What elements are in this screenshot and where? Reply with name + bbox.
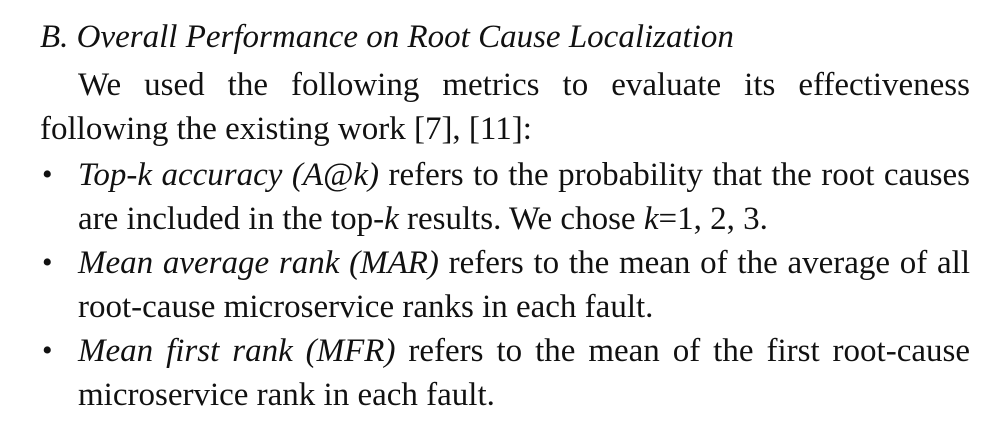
metric-term: Mean first rank (MFR) xyxy=(78,333,396,369)
metric-term: Top-k accuracy (A@k) xyxy=(78,157,380,193)
list-item-mean-first-rank xyxy=(40,329,970,417)
intro-paragraph: We used the following metrics to evaluate its effectiveness following the existing work [7], [11]: xyxy=(40,67,970,147)
math-variable: k xyxy=(643,201,659,237)
metric-text: refers to the mean of the first root-cause microservice rank in each fault. xyxy=(78,333,970,413)
math-variable: k xyxy=(384,201,399,237)
paper-section xyxy=(40,14,970,417)
metric-values: =1, 2, 3. xyxy=(658,201,768,237)
metric-text: results. We chose xyxy=(398,201,644,237)
list-item-mean-average-rank xyxy=(40,241,970,329)
bullet-icon: • xyxy=(42,334,53,367)
bullet-icon: • xyxy=(42,158,53,191)
metric-text: refers to the mean of the average of all root-cause microservice ranks in each fault. xyxy=(78,245,970,325)
metrics-list xyxy=(40,153,970,417)
metric-text: refers to the probability that the root causes are included in the top- xyxy=(78,157,970,237)
metric-term: Mean average rank (MAR) xyxy=(78,245,439,281)
section-heading: B. Overall Performance on Root Cause Localization xyxy=(40,19,734,55)
list-item-top-k-accuracy xyxy=(40,153,970,241)
bullet-icon: • xyxy=(42,246,53,279)
